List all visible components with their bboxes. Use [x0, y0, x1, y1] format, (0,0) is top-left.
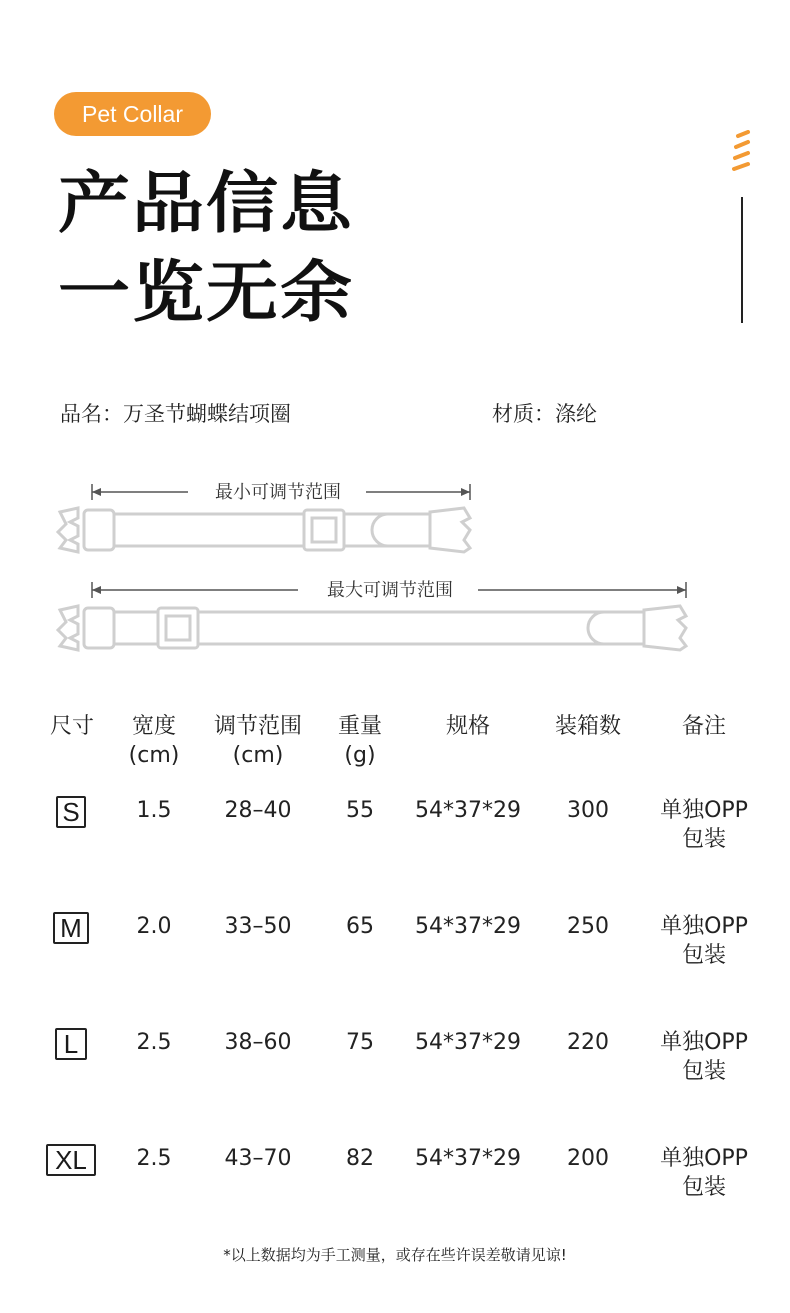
size-table-header	[0, 712, 790, 792]
product-name: 品名：万圣节蝴蝶结项圈	[60, 402, 291, 426]
cell-qty: 250	[567, 914, 609, 939]
header-range: 调节范围 (cm)	[213, 714, 302, 768]
header-spec: 规格	[445, 714, 490, 739]
cell-spec: 54*37*29	[415, 1146, 521, 1171]
cell-weight: 55	[346, 798, 374, 823]
vertical-divider	[741, 197, 743, 323]
cell-weight: 82	[346, 1146, 374, 1171]
header-note: 备注	[681, 714, 726, 739]
short-collar-outline	[58, 508, 470, 552]
cell-weight: 75	[346, 1030, 374, 1055]
headline-line-1: 产品信息	[58, 164, 355, 242]
long-collar-outline	[58, 606, 686, 650]
size-badge: XL	[46, 1144, 96, 1176]
cell-qty: 300	[567, 798, 609, 823]
cell-note: 单独OPP 包装	[660, 798, 748, 852]
table-row	[0, 912, 790, 992]
collar-size-diagram	[0, 470, 790, 660]
stripes-decoration-icon	[730, 130, 752, 174]
pet-collar-badge: Pet Collar	[54, 92, 211, 136]
size-badge: M	[53, 912, 89, 944]
cell-qty: 200	[567, 1146, 609, 1171]
size-badge: S	[56, 796, 86, 828]
measurement-footnote: *以上数据均为手工测量，或存在些许误差敬请见谅!	[223, 1246, 567, 1264]
cell-weight: 65	[346, 914, 374, 939]
cell-spec: 54*37*29	[415, 798, 521, 823]
cell-spec: 54*37*29	[415, 914, 521, 939]
cell-range: 43–70	[224, 1146, 292, 1171]
cell-spec: 54*37*29	[415, 1030, 521, 1055]
header-width: 宽度 (cm)	[128, 714, 180, 768]
cell-width: 1.5	[136, 798, 172, 823]
cell-width: 2.0	[136, 914, 172, 939]
max-range-label: 最大可调节范围	[327, 580, 453, 601]
header-weight: 重量 (g)	[337, 714, 382, 768]
header-size: 尺寸	[49, 714, 94, 739]
cell-note: 单独OPP 包装	[660, 1030, 748, 1084]
cell-width: 2.5	[136, 1030, 172, 1055]
table-row	[0, 1144, 790, 1224]
cell-width: 2.5	[136, 1146, 172, 1171]
size-badge: L	[55, 1028, 87, 1060]
cell-range: 33–50	[224, 914, 292, 939]
cell-qty: 220	[567, 1030, 609, 1055]
product-material: 材质：涤纶	[492, 402, 597, 426]
table-row	[0, 1028, 790, 1108]
cell-note: 单独OPP 包装	[660, 1146, 748, 1200]
headline-line-2: 一览无余	[58, 253, 355, 331]
cell-note: 单独OPP 包装	[660, 914, 748, 968]
table-row	[0, 796, 790, 876]
cell-range: 28–40	[224, 798, 292, 823]
header-qty: 装箱数	[554, 714, 621, 739]
cell-range: 38–60	[224, 1030, 292, 1055]
min-range-label: 最小可调节范围	[215, 482, 341, 503]
